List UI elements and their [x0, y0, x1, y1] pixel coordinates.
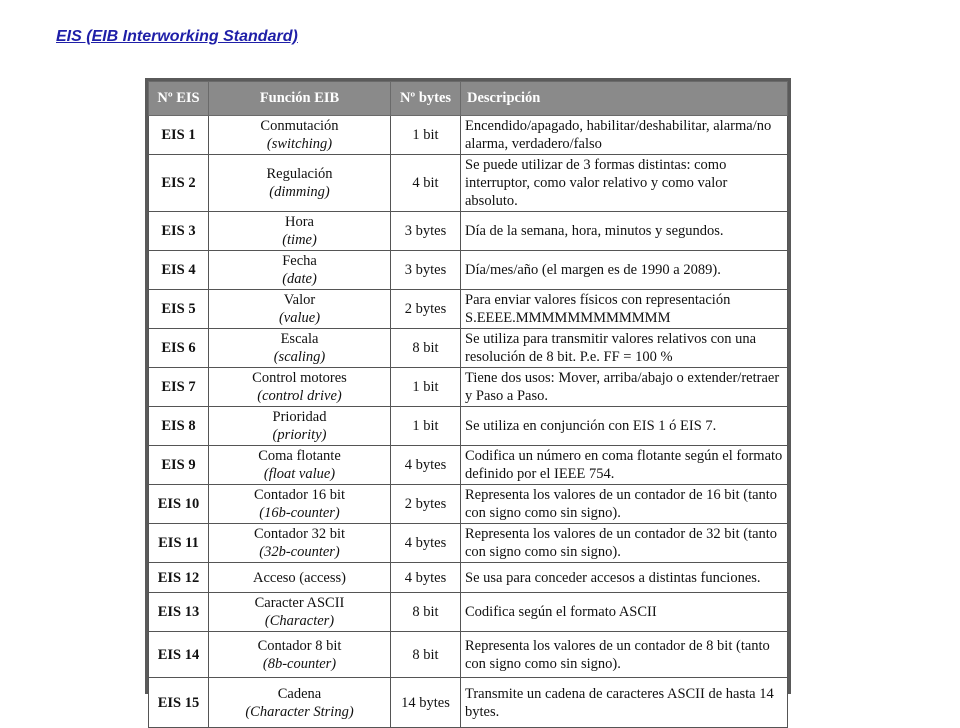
bytes-cell: 1 bit — [391, 368, 461, 407]
table-row — [149, 116, 788, 155]
function-english-name: (Character String) — [245, 703, 354, 720]
function-name: Escala — [280, 331, 319, 347]
header-num: Nº EIS — [149, 82, 209, 116]
function-english-name: (time) — [282, 232, 317, 248]
description-cell: Se puede utilizar de 3 formas distintas: como interruptor, como valor relativo y como valor absoluto. — [461, 155, 788, 212]
table-body — [149, 116, 788, 728]
eis-table-frame — [145, 78, 791, 720]
bytes-cell: 8 bit — [391, 593, 461, 632]
description-cell: Tiene dos usos: Mover, arriba/abajo o extender/retraer y Paso a Paso. — [461, 368, 788, 407]
function-english-name: (32b-counter) — [259, 544, 340, 560]
function-cell — [209, 290, 391, 329]
description-cell: Representa los valores de un contador de 16 bit (tanto con signo como sin signo). — [461, 485, 788, 524]
description-cell: Se usa para conceder accesos a distintas funciones. — [461, 563, 788, 593]
function-cell — [209, 116, 391, 155]
eis-number-cell: EIS 15 — [149, 678, 209, 728]
table-row — [149, 368, 788, 407]
function-cell — [209, 368, 391, 407]
function-name: Hora — [285, 214, 314, 230]
function-english-name: (switching) — [266, 136, 333, 152]
function-name: Contador 8 bit — [257, 637, 342, 654]
eis-number-cell: EIS 4 — [149, 251, 209, 290]
table-row — [149, 485, 788, 524]
function-english-name: (date) — [282, 271, 317, 287]
table-header-row — [149, 82, 788, 116]
table-row — [149, 251, 788, 290]
bytes-cell: 1 bit — [391, 407, 461, 446]
function-name: Regulación — [266, 166, 333, 182]
table-row — [149, 678, 788, 728]
bytes-cell: 14 bytes — [391, 678, 461, 728]
bytes-cell: 8 bit — [391, 329, 461, 368]
description-cell: Se utiliza en conjunción con EIS 1 ó EIS 7. — [461, 407, 788, 446]
table-row — [149, 212, 788, 251]
eis-number-cell: EIS 14 — [149, 632, 209, 678]
function-cell — [209, 329, 391, 368]
description-cell: Representa los valores de un contador de 32 bit (tanto con signo como sin signo). — [461, 524, 788, 563]
function-english-name: (control drive) — [257, 388, 342, 404]
eis-number-cell: EIS 5 — [149, 290, 209, 329]
table-row — [149, 290, 788, 329]
table-row — [149, 593, 788, 632]
description-cell: Se utiliza para transmitir valores relativos con una resolución de 8 bit. P.e. FF = 100 % — [461, 329, 788, 368]
bytes-cell: 4 bytes — [391, 524, 461, 563]
eis-table — [148, 81, 788, 728]
function-english-name: (value) — [278, 310, 321, 326]
table-row — [149, 329, 788, 368]
description-cell: Encendido/apagado, habilitar/deshabilitar, alarma/no alarma, verdadero/falso — [461, 116, 788, 155]
eis-number-cell: EIS 3 — [149, 212, 209, 251]
function-english-name: (priority) — [272, 427, 327, 443]
function-name: Valor — [283, 292, 316, 308]
bytes-cell: 4 bytes — [391, 446, 461, 485]
function-cell — [209, 678, 391, 728]
table-row — [149, 155, 788, 212]
function-english-name: (16b-counter) — [259, 505, 340, 521]
function-name: Cadena — [277, 685, 322, 702]
function-english-name: (Character) — [264, 613, 335, 629]
description-cell: Codifica un número en coma flotante según el formato definido por el IEEE 754. — [461, 446, 788, 485]
function-cell — [209, 563, 391, 593]
table-row — [149, 407, 788, 446]
bytes-cell: 8 bit — [391, 632, 461, 678]
eis-number-cell: EIS 9 — [149, 446, 209, 485]
function-cell — [209, 407, 391, 446]
function-cell — [209, 524, 391, 563]
function-name: Control motores — [252, 370, 347, 386]
eis-number-cell: EIS 8 — [149, 407, 209, 446]
function-cell — [209, 155, 391, 212]
bytes-cell: 4 bytes — [391, 563, 461, 593]
description-cell: Codifica según el formato ASCII — [461, 593, 788, 632]
bytes-cell: 4 bit — [391, 155, 461, 212]
bytes-cell: 1 bit — [391, 116, 461, 155]
function-english-name: (scaling) — [273, 349, 326, 365]
function-name: Acceso (access) — [253, 569, 346, 586]
function-name: Conmutación — [260, 118, 339, 134]
function-cell — [209, 446, 391, 485]
function-english-name: (8b-counter) — [262, 655, 337, 672]
bytes-cell: 2 bytes — [391, 290, 461, 329]
description-cell: Transmite un cadena de caracteres ASCII de hasta 14 bytes. — [461, 678, 788, 728]
table-row — [149, 563, 788, 593]
function-name: Contador 16 bit — [253, 487, 346, 503]
function-cell — [209, 632, 391, 678]
table-row — [149, 524, 788, 563]
description-cell: Para enviar valores físicos con representación S.EEEE.MMMMMMMMMMMM — [461, 290, 788, 329]
eis-number-cell: EIS 6 — [149, 329, 209, 368]
function-cell — [209, 593, 391, 632]
eis-number-cell: EIS 1 — [149, 116, 209, 155]
description-cell: Representa los valores de un contador de 8 bit (tanto con signo como sin signo). — [461, 632, 788, 678]
header-bytes: Nº bytes — [391, 82, 461, 116]
bytes-cell: 3 bytes — [391, 251, 461, 290]
description-cell: Día de la semana, hora, minutos y segundos. — [461, 212, 788, 251]
function-name: Fecha — [282, 253, 317, 269]
table-row — [149, 632, 788, 678]
function-name: Coma flotante — [258, 448, 341, 464]
eis-number-cell: EIS 10 — [149, 485, 209, 524]
header-function: Función EIB — [209, 82, 391, 116]
function-name: Caracter ASCII — [254, 595, 345, 611]
page-title[interactable]: EIS (EIB Interworking Standard) — [56, 28, 298, 45]
eis-number-cell: EIS 2 — [149, 155, 209, 212]
function-name: Contador 32 bit — [253, 526, 346, 542]
eis-number-cell: EIS 11 — [149, 524, 209, 563]
function-cell — [209, 251, 391, 290]
description-cell: Día/mes/año (el margen es de 1990 a 2089). — [461, 251, 788, 290]
bytes-cell: 2 bytes — [391, 485, 461, 524]
function-english-name: (float value) — [263, 466, 336, 482]
bytes-cell: 3 bytes — [391, 212, 461, 251]
function-english-name: (dimming) — [269, 184, 330, 200]
function-name: Prioridad — [272, 409, 327, 425]
eis-number-cell: EIS 13 — [149, 593, 209, 632]
table-row — [149, 446, 788, 485]
eis-number-cell: EIS 7 — [149, 368, 209, 407]
function-cell — [209, 485, 391, 524]
function-cell — [209, 212, 391, 251]
eis-number-cell: EIS 12 — [149, 563, 209, 593]
header-description: Descripción — [461, 82, 788, 116]
